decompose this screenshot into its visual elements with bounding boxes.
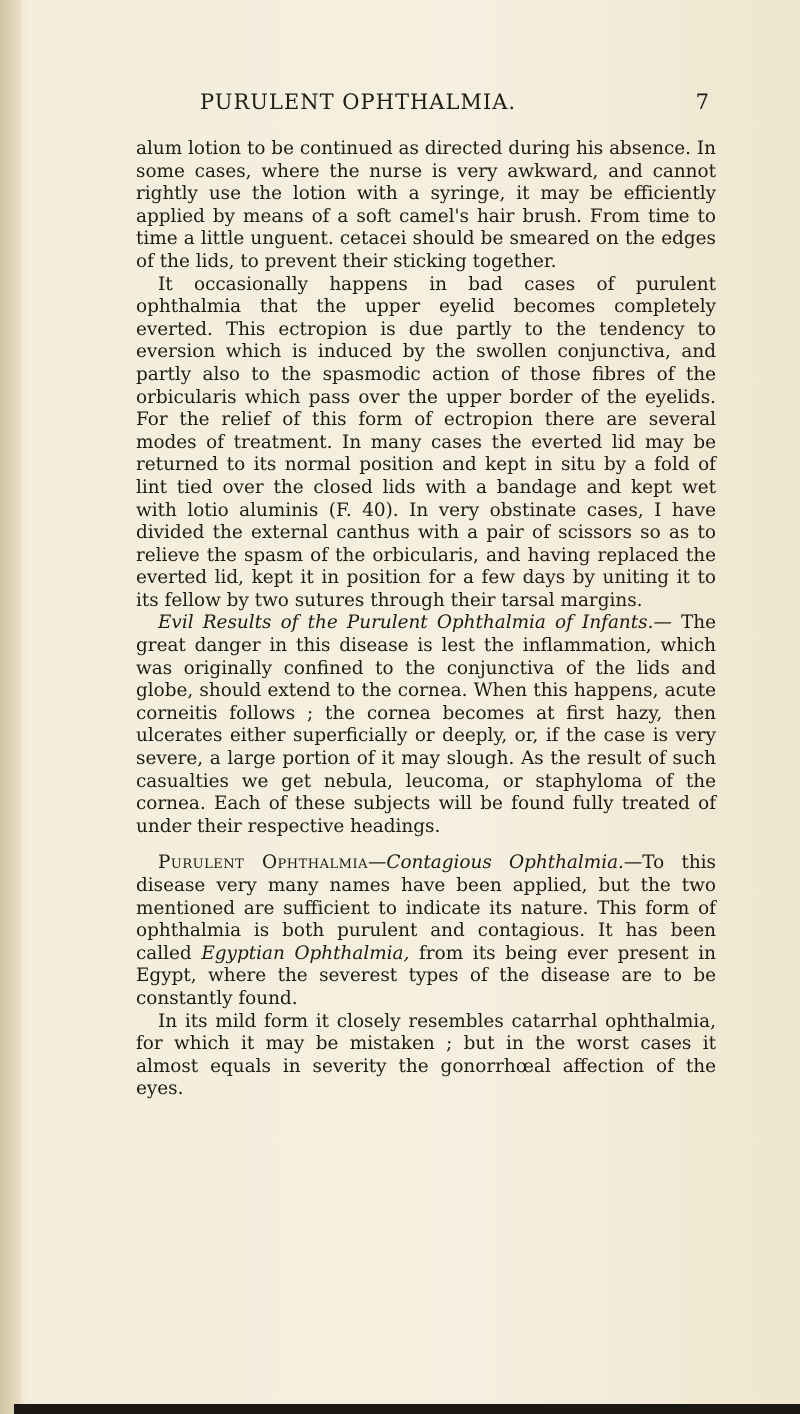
paragraph-alum-lotion: alum lotion to be continued as directed during his absence. In some cases, where the nurse is very awkward, and cannot rightly use the lotion with a syringe, it may be efficiently applied by means of a soft camel's hair brush. From time to time a little unguent. cetacei should be smeared on the edges of the lids, to prevent their sticking together. [136,138,716,272]
running-title: PURULENT OPHTHALMIA. [200,90,517,114]
paragraph-contagious-text-b: from its being ever present in Egypt, where the severest types of the disease are to be constantly found. [136,942,716,1009]
paragraph-contagious [136,852,716,1010]
section-subheading-contagious: —Contagious Ophthalmia. [368,852,624,874]
paragraph-evil-results-text: The great danger in this disease is lest the inflammation, which was originally confined to the conjunctiva of the lids and globe, should extend to the cornea. When this happens, acute corneitis follows ; the cornea becomes at first hazy, then ulcerates either superficially or deeply, or, if the case is very severe, a large portion of it may slough. As the result of such casualties we get nebula, leucoma, or staphyloma of the cornea. Each of these subjects will be found fully treated of under their respective headings. [136,612,716,837]
page-number: 7 [695,90,710,114]
section-heading-purulent-ophthalmia: Purulent Ophthalmia [158,852,369,874]
page-binding-edge [0,0,22,1414]
term-egyptian-ophthalmia: Egyptian Ophthalmia, [201,942,410,964]
page-bottom-edge [14,1404,800,1414]
section-heading-evil-results: Evil Results of the Purulent Ophthalmia of Infants.— [158,612,672,634]
paragraph-evil-results [136,612,716,838]
section-gap [136,838,716,852]
running-header [200,90,710,114]
page-body [136,138,716,1101]
paragraph-ectropion: It occasionally happens in bad cases of purulent ophthalmia that the upper eyelid becomes completely everted. This ectropion is due partly to the tendency to eversion which is induced by the swollen conjunctiva, and partly also to the spasmodic action of those fibres of the orbicularis which pass over the upper border of the eyelids. For the relief of this form of ectropion there are several modes of treatment. In many cases the everted lid may be returned to its normal position and kept in situ by a fold of lint tied over the closed lids with a bandage and kept wet with lotio aluminis (F. 40). In very obstinate cases, I have divided the external canthus with a pair of scissors so as to relieve the spasm of the orbicularis, and having replaced the everted lid, kept it in position for a few days by uniting it to its fellow by two sutures through their tarsal margins. [136,273,716,611]
paragraph-contagious-text-a: —To this disease very many names have been applied, but the two mentioned are sufficient to indicate its nature. This form of ophthalmia is both purulent and contagious. It has been called [136,852,716,964]
paragraph-mild-form: In its mild form it closely resembles catarrhal ophthalmia, for which it may be mistaken ; but in the worst cases it almost equals in severity the gonorrhœal affection of the eyes. [136,1010,716,1100]
